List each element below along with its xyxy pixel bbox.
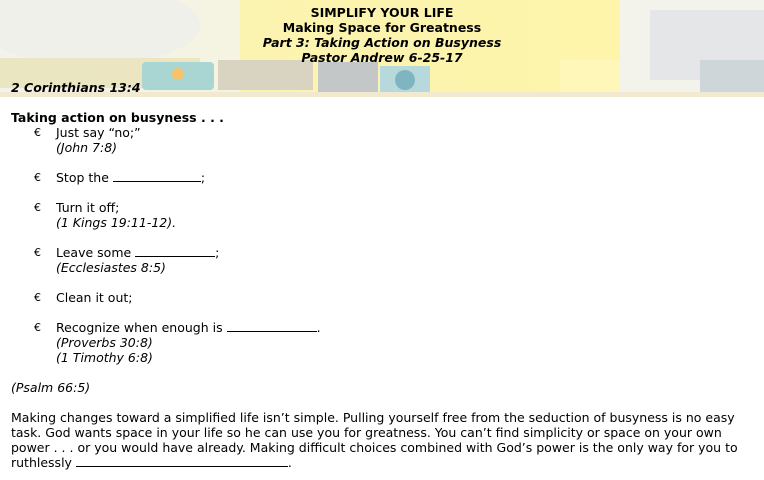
fill-in-blank[interactable] bbox=[135, 245, 215, 257]
item-text: Turn it off; bbox=[56, 200, 120, 215]
bullet-icon: € bbox=[34, 201, 41, 214]
fill-in-blank[interactable] bbox=[113, 170, 201, 182]
scripture-reference: 2 Corinthians 13:4 bbox=[11, 80, 141, 95]
item-text: Stop the bbox=[56, 170, 113, 185]
bullet-icon: € bbox=[34, 246, 41, 259]
bullet-icon: € bbox=[34, 126, 41, 139]
fill-in-blank[interactable] bbox=[76, 455, 288, 467]
item-reference: (Ecclesiastes 8:5) bbox=[56, 260, 166, 275]
bullet-icon: € bbox=[34, 291, 41, 304]
item-reference: (John 7:8) bbox=[56, 140, 118, 155]
psalm-reference: (Psalm 66:5) bbox=[11, 380, 91, 395]
sermon-header bbox=[0, 5, 764, 65]
item-text: Clean it out; bbox=[56, 290, 133, 305]
item-text: Just say “no;” bbox=[56, 125, 141, 140]
sermon-title: Making Space for Greatness bbox=[282, 20, 482, 35]
fill-in-blank[interactable] bbox=[227, 320, 317, 332]
item-reference: (Proverbs 30:8) bbox=[56, 335, 153, 350]
bullet-icon: € bbox=[34, 321, 41, 334]
series-title: SIMPLIFY YOUR LIFE bbox=[310, 5, 454, 20]
item-text: Leave some bbox=[56, 245, 136, 260]
paragraph-text: Making changes toward a simplified life isn’t simple. Pulling yourself free from the seduction of busyness is no easy task. God wants space in your life so he can use you for greatness. You can’t find simplicity or space on your own power . . . or you would have already. Making difficult choices combined with God’s power is the only way for you to ruthlessly bbox=[11, 410, 738, 470]
item-reference: (1 Timothy 6:8) bbox=[56, 350, 153, 365]
bullet-icon: € bbox=[34, 171, 41, 184]
part-title: Part 3: Taking Action on Busyness bbox=[262, 35, 502, 50]
item-text: Recognize when enough is bbox=[56, 320, 227, 335]
pastor-date: Pastor Andrew 6-25-17 bbox=[301, 50, 463, 65]
closing-paragraph: Making changes toward a simplified life isn’t simple. Pulling yourself free from the seduction of busyness is no easy task. God wants space in your life so he can use you for greatness. You can’t find simplicity or space on your own power . . . or you would have already. Making difficult choices combined with God’s power is the only way for you to ruthlessly . bbox=[11, 410, 738, 470]
section-title: Taking action on busyness . . . bbox=[11, 110, 224, 125]
item-reference: (1 Kings 19:11-12). bbox=[56, 215, 177, 230]
